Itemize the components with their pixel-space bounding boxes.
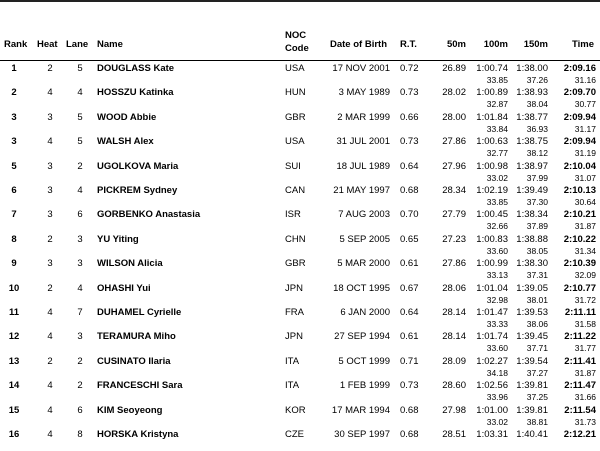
noc-code: SUI xyxy=(285,160,301,172)
split-150m: 1:40.41 xyxy=(516,429,548,440)
noc-code: ISR xyxy=(285,209,301,221)
lap-200m: 31.17 xyxy=(574,123,596,134)
date-of-birth: 18 OCT 1995 xyxy=(333,282,390,294)
table-row xyxy=(0,61,600,85)
lane-cell: 2 xyxy=(77,160,83,172)
reaction-time: 0.71 xyxy=(400,355,419,367)
noc-code: CAN xyxy=(285,185,306,196)
lap-200m: 32.09 xyxy=(574,270,596,281)
results-header xyxy=(0,30,600,60)
split-100m: 1:00.63 xyxy=(476,136,508,148)
lap-150m: 38.81 xyxy=(526,416,548,427)
date-of-birth: 1 FEB 1999 xyxy=(339,380,390,392)
split-50m: 28.06 xyxy=(442,282,466,294)
split-100m: 1:02.19 xyxy=(476,185,508,196)
table-row xyxy=(0,329,600,353)
split-50m: 28.34 xyxy=(442,185,466,196)
final-time: 2:10.21 xyxy=(563,209,596,221)
heat-cell: 3 xyxy=(47,111,53,123)
lane-cell: 5 xyxy=(77,111,83,123)
rank-cell: 3 xyxy=(11,136,17,148)
lane-cell: 2 xyxy=(77,355,83,367)
heat-cell: 4 xyxy=(47,87,53,99)
reaction-time: 0.73 xyxy=(400,136,419,148)
lap-100m: 33.02 xyxy=(486,172,508,183)
date-of-birth: 5 OCT 1999 xyxy=(338,355,390,367)
table-row xyxy=(0,256,600,280)
lane-cell: 4 xyxy=(77,282,83,294)
rank-cell: 11 xyxy=(8,307,20,318)
lap-150m: 38.06 xyxy=(526,319,548,329)
header-rank: Rank xyxy=(4,39,28,50)
split-100m: 1:00.83 xyxy=(476,233,508,245)
split-150m: 1:38.30 xyxy=(516,258,548,270)
lane-cell: 2 xyxy=(77,380,83,392)
reaction-time: 0.68 xyxy=(400,429,419,440)
athlete-name: GORBENKO Anastasia xyxy=(97,209,201,221)
lap-200m: 31.66 xyxy=(574,392,596,403)
heat-cell: 4 xyxy=(47,136,53,148)
athlete-name: TERAMURA Miho xyxy=(97,331,176,343)
split-50m: 28.09 xyxy=(442,355,466,367)
date-of-birth: 17 MAR 1994 xyxy=(331,404,390,416)
final-time: 2:09.70 xyxy=(563,87,596,99)
split-50m: 27.96 xyxy=(442,160,466,172)
final-time: 2:11.22 xyxy=(564,331,596,343)
rank-cell: 13 xyxy=(8,355,20,367)
lap-200m: 30.77 xyxy=(574,99,596,110)
date-of-birth: 17 NOV 2001 xyxy=(332,63,390,74)
lap-200m: 31.73 xyxy=(574,416,596,427)
lap-150m: 37.99 xyxy=(526,172,548,183)
rank-cell: 3 xyxy=(11,111,17,123)
athlete-name: FRANCESCHI Sara xyxy=(97,380,183,392)
reaction-time: 0.61 xyxy=(400,331,419,343)
noc-code: ITA xyxy=(285,380,300,392)
lap-150m: 37.71 xyxy=(526,343,548,354)
split-50m: 26.89 xyxy=(442,63,466,74)
rank-cell: 16 xyxy=(8,429,20,440)
lap-150m: 38.04 xyxy=(526,99,548,110)
noc-code: CHN xyxy=(285,233,306,245)
lap-150m: 38.01 xyxy=(526,294,548,305)
lap-150m: 37.25 xyxy=(526,392,548,403)
lap-100m: 33.96 xyxy=(486,392,508,403)
athlete-name: WILSON Alicia xyxy=(97,258,163,270)
lap-100m: 32.77 xyxy=(486,148,508,159)
lap-200m: 31.34 xyxy=(574,245,596,256)
final-time: 2:11.11 xyxy=(564,307,596,318)
lane-cell: 3 xyxy=(77,258,83,270)
split-50m: 28.14 xyxy=(442,331,466,343)
header-code: Code xyxy=(285,43,309,54)
header-heat: Heat xyxy=(37,39,58,50)
final-time: 2:10.13 xyxy=(563,185,596,196)
lane-cell: 4 xyxy=(77,185,83,196)
split-150m: 1:38.00 xyxy=(516,63,548,74)
lap-150m: 36.93 xyxy=(526,123,548,134)
rank-cell: 6 xyxy=(11,185,17,196)
lap-100m: 33.02 xyxy=(486,416,508,427)
lap-100m: 33.13 xyxy=(486,270,508,281)
athlete-name: CUSINATO Ilaria xyxy=(97,355,171,367)
split-100m: 1:03.31 xyxy=(476,429,508,440)
reaction-time: 0.64 xyxy=(400,160,419,172)
split-50m: 28.00 xyxy=(442,111,466,123)
lap-200m: 31.72 xyxy=(574,294,596,305)
split-150m: 1:39.53 xyxy=(516,307,548,318)
lane-cell: 4 xyxy=(77,87,83,99)
header-noc: NOC xyxy=(285,30,307,41)
split-150m: 1:38.77 xyxy=(516,111,548,123)
split-150m: 1:38.34 xyxy=(516,209,548,221)
noc-code: GBR xyxy=(285,258,306,270)
rank-cell: 5 xyxy=(11,160,17,172)
table-row xyxy=(0,134,600,158)
heat-cell: 2 xyxy=(47,282,53,294)
split-100m: 1:01.74 xyxy=(476,331,508,343)
header-rt: R.T. xyxy=(400,39,417,50)
noc-code: FRA xyxy=(285,307,304,318)
date-of-birth: 27 SEP 1994 xyxy=(334,331,390,343)
split-150m: 1:39.05 xyxy=(516,282,548,294)
lap-150m: 37.31 xyxy=(526,270,548,281)
final-time: 2:10.77 xyxy=(563,282,596,294)
athlete-name: OHASHI Yui xyxy=(97,282,151,294)
header-name: Name xyxy=(97,39,123,50)
heat-cell: 3 xyxy=(47,258,53,270)
noc-code: GBR xyxy=(285,111,306,123)
rank-cell: 12 xyxy=(8,331,20,343)
lane-cell: 3 xyxy=(77,233,83,245)
lap-200m: 31.19 xyxy=(574,148,596,159)
date-of-birth: 2 MAR 1999 xyxy=(337,111,390,123)
split-50m: 27.86 xyxy=(442,258,466,270)
split-150m: 1:39.81 xyxy=(516,380,548,392)
lap-150m: 38.05 xyxy=(526,245,548,256)
split-150m: 1:38.75 xyxy=(516,136,548,148)
split-150m: 1:39.45 xyxy=(516,331,548,343)
lane-cell: 5 xyxy=(77,136,83,148)
header-150m: 150m xyxy=(523,39,548,50)
lap-100m: 33.60 xyxy=(486,245,508,256)
reaction-time: 0.68 xyxy=(400,185,419,196)
split-150m: 1:39.54 xyxy=(516,355,548,367)
date-of-birth: 6 JAN 2000 xyxy=(340,307,390,318)
final-time: 2:11.41 xyxy=(564,355,596,367)
split-100m: 1:01.04 xyxy=(476,282,508,294)
split-50m: 28.51 xyxy=(442,429,466,440)
rank-cell: 14 xyxy=(8,380,20,392)
split-50m: 27.23 xyxy=(442,233,466,245)
split-50m: 27.98 xyxy=(442,404,466,416)
final-time: 2:09.94 xyxy=(563,136,596,148)
athlete-name: UGOLKOVA Maria xyxy=(97,160,179,172)
final-time: 2:10.39 xyxy=(563,258,596,270)
rank-cell: 10 xyxy=(8,282,20,294)
reaction-time: 0.72 xyxy=(400,63,419,74)
lap-100m: 34.18 xyxy=(486,367,508,378)
reaction-time: 0.68 xyxy=(400,404,419,416)
lap-150m: 37.30 xyxy=(526,197,548,207)
table-row xyxy=(0,207,600,231)
heat-cell: 4 xyxy=(47,429,53,440)
split-50m: 28.14 xyxy=(442,307,466,318)
athlete-name: WOOD Abbie xyxy=(97,111,157,123)
lap-200m: 31.58 xyxy=(574,319,596,329)
lap-200m: 31.77 xyxy=(574,343,596,354)
reaction-time: 0.61 xyxy=(400,258,419,270)
date-of-birth: 21 MAY 1997 xyxy=(333,185,390,196)
lap-100m: 32.66 xyxy=(486,221,508,232)
noc-code: USA xyxy=(285,63,305,74)
table-row xyxy=(0,354,600,378)
table-row xyxy=(0,183,600,207)
header-time: Time xyxy=(571,39,594,50)
athlete-name: HORSKA Kristyna xyxy=(97,429,179,440)
top-rule xyxy=(0,0,600,2)
table-row xyxy=(0,232,600,256)
lane-cell: 3 xyxy=(77,331,83,343)
header-dob: Date of Birth xyxy=(330,39,387,50)
split-100m: 1:00.74 xyxy=(476,63,508,74)
split-100m: 1:02.56 xyxy=(476,380,508,392)
table-row xyxy=(0,159,600,183)
split-150m: 1:39.49 xyxy=(516,185,548,196)
header-50m: 50m xyxy=(446,39,466,50)
final-time: 2:09.16 xyxy=(563,63,596,74)
lane-cell: 7 xyxy=(77,307,83,318)
heat-cell: 2 xyxy=(47,355,53,367)
noc-code: USA xyxy=(285,136,305,148)
lap-100m: 33.60 xyxy=(486,343,508,354)
header-lane: Lane xyxy=(66,39,89,50)
rank-cell: 2 xyxy=(11,87,17,99)
table-row xyxy=(0,305,600,329)
reaction-time: 0.73 xyxy=(400,380,419,392)
split-50m: 27.79 xyxy=(442,209,466,221)
heat-cell: 3 xyxy=(47,160,53,172)
lap-100m: 32.87 xyxy=(486,99,508,110)
lane-cell: 8 xyxy=(77,429,83,440)
lap-100m: 33.85 xyxy=(486,197,508,207)
header-100m: 100m xyxy=(483,39,508,50)
split-150m: 1:38.93 xyxy=(516,87,548,99)
rank-cell: 9 xyxy=(11,258,17,270)
split-100m: 1:01.00 xyxy=(476,404,508,416)
lap-150m: 38.12 xyxy=(526,148,548,159)
final-time: 2:11.54 xyxy=(564,404,596,416)
lane-cell: 6 xyxy=(77,209,83,221)
lap-150m: 37.89 xyxy=(526,221,548,232)
date-of-birth: 5 SEP 2005 xyxy=(339,233,390,245)
split-50m: 28.02 xyxy=(442,87,466,99)
lap-150m: 37.27 xyxy=(526,367,548,378)
athlete-name: YU Yiting xyxy=(97,233,139,245)
rank-cell: 1 xyxy=(11,63,17,74)
noc-code: JPN xyxy=(285,331,303,343)
heat-cell: 4 xyxy=(47,380,53,392)
split-100m: 1:01.47 xyxy=(476,307,508,318)
date-of-birth: 3 MAY 1989 xyxy=(338,87,390,99)
athlete-name: DUHAMEL Cyrielle xyxy=(97,307,182,318)
split-100m: 1:01.84 xyxy=(476,111,508,123)
final-time: 2:09.94 xyxy=(563,111,596,123)
reaction-time: 0.64 xyxy=(400,307,419,318)
rank-cell: 7 xyxy=(11,209,17,221)
table-row xyxy=(0,110,600,134)
lap-150m: 37.26 xyxy=(526,75,548,85)
lane-cell: 5 xyxy=(77,63,83,74)
heat-cell: 4 xyxy=(47,331,53,343)
split-100m: 1:00.99 xyxy=(476,258,508,270)
athlete-name: KIM Seoyeong xyxy=(97,404,163,416)
split-50m: 28.60 xyxy=(442,380,466,392)
lap-100m: 33.33 xyxy=(486,319,508,329)
noc-code: ITA xyxy=(285,355,300,367)
reaction-time: 0.65 xyxy=(400,233,419,245)
table-row xyxy=(0,403,600,427)
date-of-birth: 7 AUG 2003 xyxy=(338,209,390,221)
rank-cell: 15 xyxy=(8,404,20,416)
lap-100m: 33.85 xyxy=(486,75,508,85)
lap-200m: 31.16 xyxy=(574,75,596,85)
athlete-name: DOUGLASS Kate xyxy=(97,63,175,74)
athlete-name: PICKREM Sydney xyxy=(97,185,178,196)
reaction-time: 0.70 xyxy=(400,209,419,221)
split-100m: 1:00.98 xyxy=(476,160,508,172)
date-of-birth: 5 MAR 2000 xyxy=(337,258,390,270)
noc-code: HUN xyxy=(285,87,306,99)
noc-code: CZE xyxy=(285,429,304,440)
final-time: 2:10.22 xyxy=(563,233,596,245)
split-50m: 27.86 xyxy=(442,136,466,148)
rank-cell: 8 xyxy=(11,233,17,245)
heat-cell: 2 xyxy=(47,233,53,245)
lap-200m: 31.87 xyxy=(574,221,596,232)
split-100m: 1:00.45 xyxy=(476,209,508,221)
final-time: 2:12.21 xyxy=(563,429,596,440)
split-150m: 1:39.81 xyxy=(516,404,548,416)
lap-200m: 31.07 xyxy=(574,172,596,183)
lane-cell: 6 xyxy=(77,404,83,416)
split-150m: 1:38.88 xyxy=(516,233,548,245)
heat-cell: 4 xyxy=(47,307,53,318)
athlete-name: WALSH Alex xyxy=(97,136,154,148)
split-100m: 1:02.27 xyxy=(476,355,508,367)
reaction-time: 0.66 xyxy=(400,111,419,123)
split-100m: 1:00.89 xyxy=(476,87,508,99)
athlete-name: HOSSZU Katinka xyxy=(97,87,174,99)
table-row xyxy=(0,85,600,109)
final-time: 2:10.04 xyxy=(563,160,596,172)
lap-100m: 33.84 xyxy=(486,123,508,134)
heat-cell: 3 xyxy=(47,209,53,221)
split-150m: 1:38.97 xyxy=(516,160,548,172)
lap-200m: 31.87 xyxy=(574,367,596,378)
table-row xyxy=(0,378,600,402)
noc-code: KOR xyxy=(285,404,306,416)
date-of-birth: 30 SEP 1997 xyxy=(334,429,390,440)
lap-100m: 32.98 xyxy=(486,294,508,305)
date-of-birth: 18 JUL 1989 xyxy=(336,160,390,172)
heat-cell: 4 xyxy=(47,404,53,416)
final-time: 2:11.47 xyxy=(564,380,596,392)
reaction-time: 0.73 xyxy=(400,87,419,99)
noc-code: JPN xyxy=(285,282,303,294)
reaction-time: 0.67 xyxy=(400,282,419,294)
table-row xyxy=(0,427,600,451)
table-row xyxy=(0,281,600,305)
heat-cell: 2 xyxy=(47,63,53,74)
heat-cell: 3 xyxy=(47,185,53,196)
lap-200m: 30.64 xyxy=(574,197,596,207)
date-of-birth: 31 JUL 2001 xyxy=(336,136,390,148)
